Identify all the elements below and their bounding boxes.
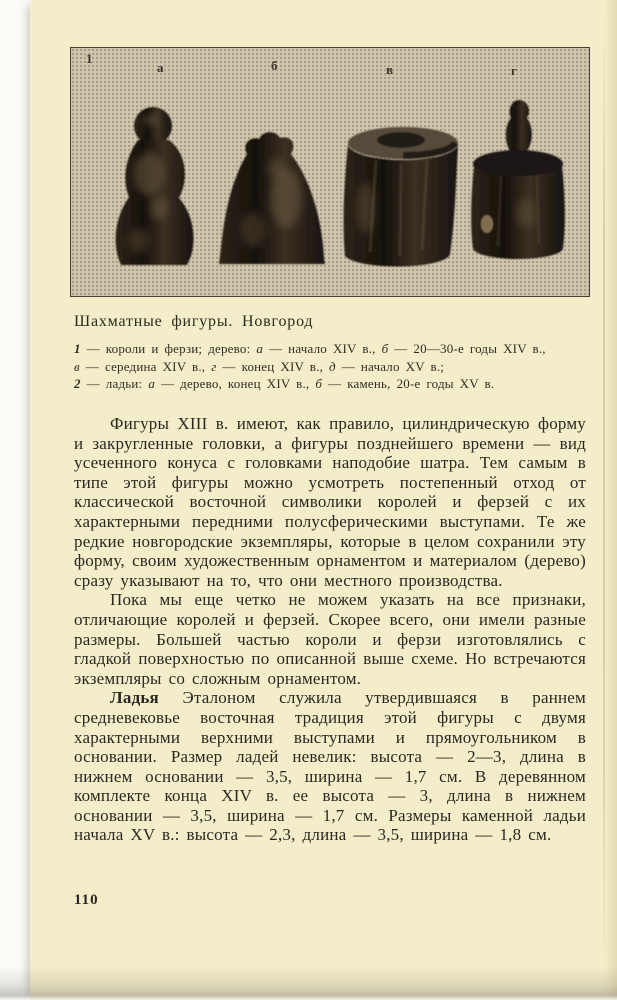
figure-label-v: в (386, 62, 394, 77)
chess-piece-bell-icon (219, 132, 325, 264)
figure-caption-line-3: 2 — ладьи: а — дерево, конец XIV в., б — камень, 20-е годы XV в. (74, 376, 495, 391)
body-paragraph-3: Ладья Эталоном служила утвердившаяся в раннем средневековье восточная традиция этой фигуры с двумя характерными верхними выступами и прямоугольником в основании. Размер ладей невелик: высота — 2—3, длина в нижнем основании — 3,5, ширина — 1,7 см. В деревянном комплекте конца XIV в. ее высота — 3, длина в нижнем основании — 3,5, ширина — 1,7 см. Размеры каменной ладьи начала XV в.: высота — 2,3, длина — 3,5, ширина — 1,8 см. (74, 688, 586, 845)
body-paragraph-1: Фигуры XIII в. имеют, как правило, цилиндрическую форму и закругленные головки, а фигуры позднейшего времени — вид усеченного конуса с головками наподобие шатра. Тем самым в типе этой фигуры можно усмотреть постепенный отход от классической восточной символики королей и ферзей с их характерными передними полусферическими выступами. Те же редкие новгородские экземпляры, которые в целом сохранили эту форму, своим художественным орнаментом и материалом (дерево) сразу указывают на то, что они местного производства. (74, 414, 586, 590)
page-right-edge-shading (605, 0, 617, 1000)
figure-label-g: г (511, 63, 517, 78)
figure-caption-line-2: в — середина XIV в., г — конец XIV в., д — начало XV в.; (74, 358, 445, 374)
figure-photo-number: 1 (86, 51, 93, 66)
figure-label-a: а (157, 60, 164, 75)
body-text (74, 414, 586, 845)
page-bottom-shadow (0, 966, 617, 1000)
page-number: 110 (74, 892, 99, 908)
figure-caption-title: Шахматные фигуры. Новгород (74, 313, 314, 330)
figure-label-b: б (271, 58, 278, 73)
body-paragraph-2: Пока мы еще четко не можем указать на все признаки, отличающие королей и ферзей. Скорее всего, они имели разные размеры. Большей частью короли и ферзи изготовлялись с гладкой поверхностью по описанной выше схеме. Но встречаются экземпляры со сложным орнаментом. (74, 590, 586, 688)
figure-caption (74, 313, 588, 393)
figure-photo (70, 47, 590, 297)
chess-pieces-illustration (71, 48, 591, 298)
figure-caption-line-1: 1 — короли и ферзи; дерево: а — начало XIV в., б — 20—30-е годы XIV в., (74, 341, 546, 356)
chess-piece-rook-knob-icon (471, 100, 565, 259)
chess-piece-king-icon (116, 107, 194, 265)
chess-piece-truncated-cone-icon (344, 127, 458, 267)
